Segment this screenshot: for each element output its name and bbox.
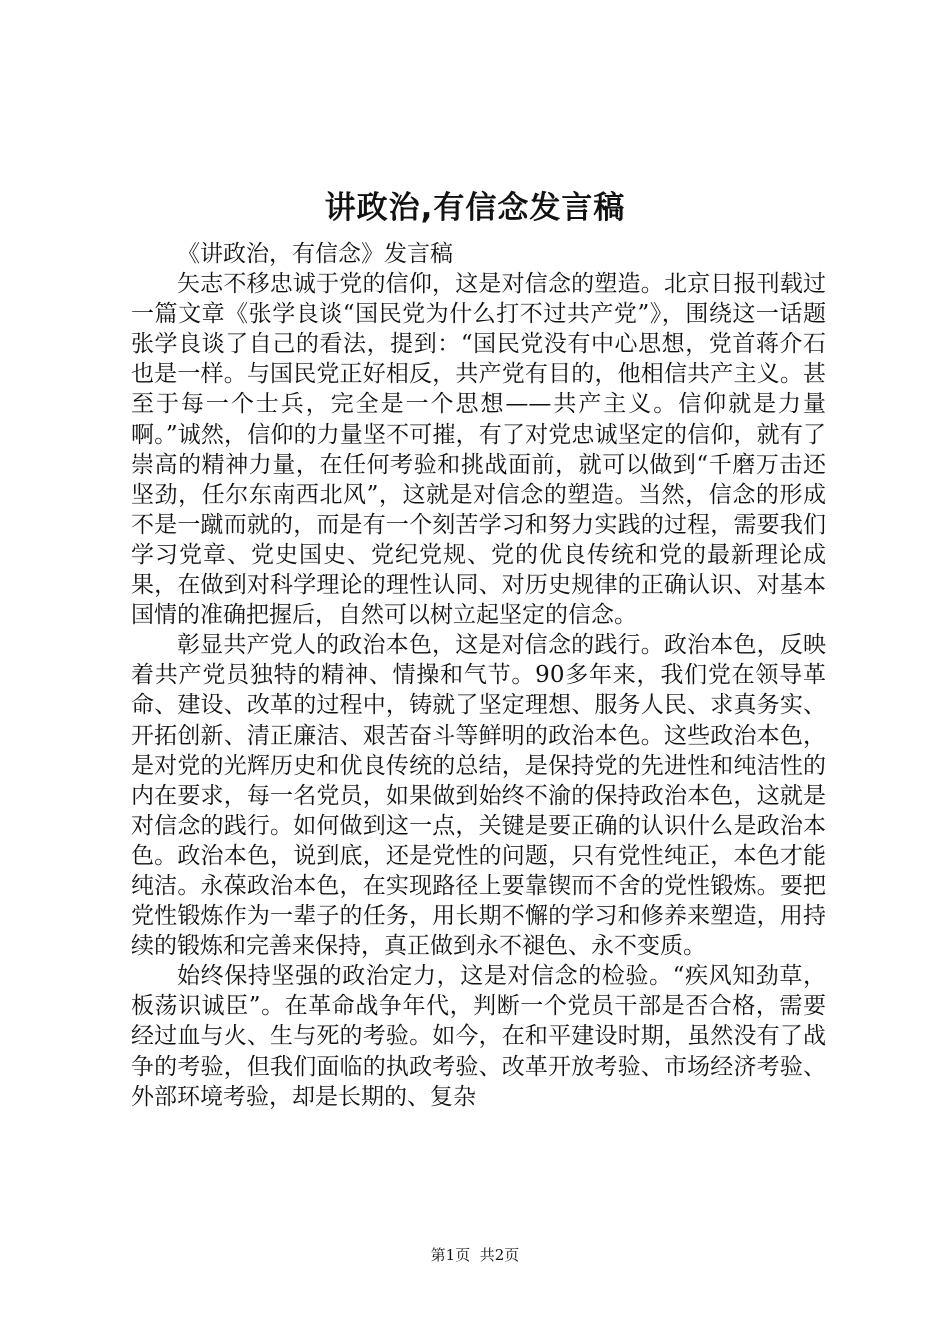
paragraph-3: 始终保持坚强的政治定力，这是对信念的检验。“疾风知劲草，板荡识诚臣”。在革命战争年代，判断一个党员干部是否合格，需要经过血与火、生与死的考验。如今，在和平建设时期，虽然没有了战争的考验，但我们面临的执政考验、改革开放考验、市场经济考验、外部环境考验，却是长期的、复杂 bbox=[131, 963, 826, 1110]
footer-spacer bbox=[470, 1246, 480, 1264]
paragraph-2: 彰显共产党人的政治本色，这是对信念的践行。政治本色，反映着共产党员独特的精神、情操和气节。90多年来，我们党在领导革命、建设、改革的过程中，铸就了坚定理想、服务人民、求真务实、开拓创新、清正廉洁、艰苦奋斗等鲜明的政治本色。这些政治本色，是对党的光辉历史和优良传统的总结，是保持党的先进性和纯洁性的内在要求，每一名党员，如果做到始终不渝的保持政治本色，这就是对信念的践行。如何做到这一点，关键是要正确的认识什么是政治本色。政治本色，说到底，还是党性的问题，只有党性纯正，本色才能纯洁。永葆政治本色，在实现路径上要靠锲而不舍的党性锻炼。要把党性锻炼作为一辈子的任务，用长期不懈的学习和修养来塑造，用持续的锻炼和完善来保持，真正做到永不褪色、永不变质。 bbox=[131, 632, 826, 960]
page-number: 第1页 bbox=[430, 1246, 471, 1264]
page-footer bbox=[0, 1245, 950, 1265]
document-title: 讲政治,有信念发言稿 bbox=[324, 190, 626, 226]
total-pages: 共2页 bbox=[479, 1246, 520, 1264]
paragraph-1: 矢志不移忠诚于党的信仰，这是对信念的塑造。北京日报刊载过一篇文章《张学良谈“国民党为什么打不过共产党”》，围绕这一话题张学良谈了自己的看法，提到：“国民党没有中心思想，党首蒋介石也是一样。与国民党正好相反，共产党有目的，他相信共产主义。甚至于每一个士兵，完全是一个思想——共产主义。信仰就是力量啊。”诚然，信仰的力量坚不可摧，有了对党忠诚坚定的信仰，就有了崇高的精神力量，在任何考验和挑战面前，就可以做到“千磨万击还坚劲，任尔东南西北风”，这就是对信念的塑造。当然，信念的形成不是一蹴而就的，而是有一个刻苦学习和努力实践的过程，需要我们学习党章、党史国史、党纪党规、党的优良传统和党的最新理论成果，在做到对科学理论的理性认同、对历史规律的正确认识、对基本国情的准确把握后，自然可以树立起坚定的信念。 bbox=[131, 271, 826, 629]
document-body bbox=[131, 239, 826, 1112]
subtitle-line: 《讲政治，有信念》发言稿 bbox=[177, 241, 453, 267]
